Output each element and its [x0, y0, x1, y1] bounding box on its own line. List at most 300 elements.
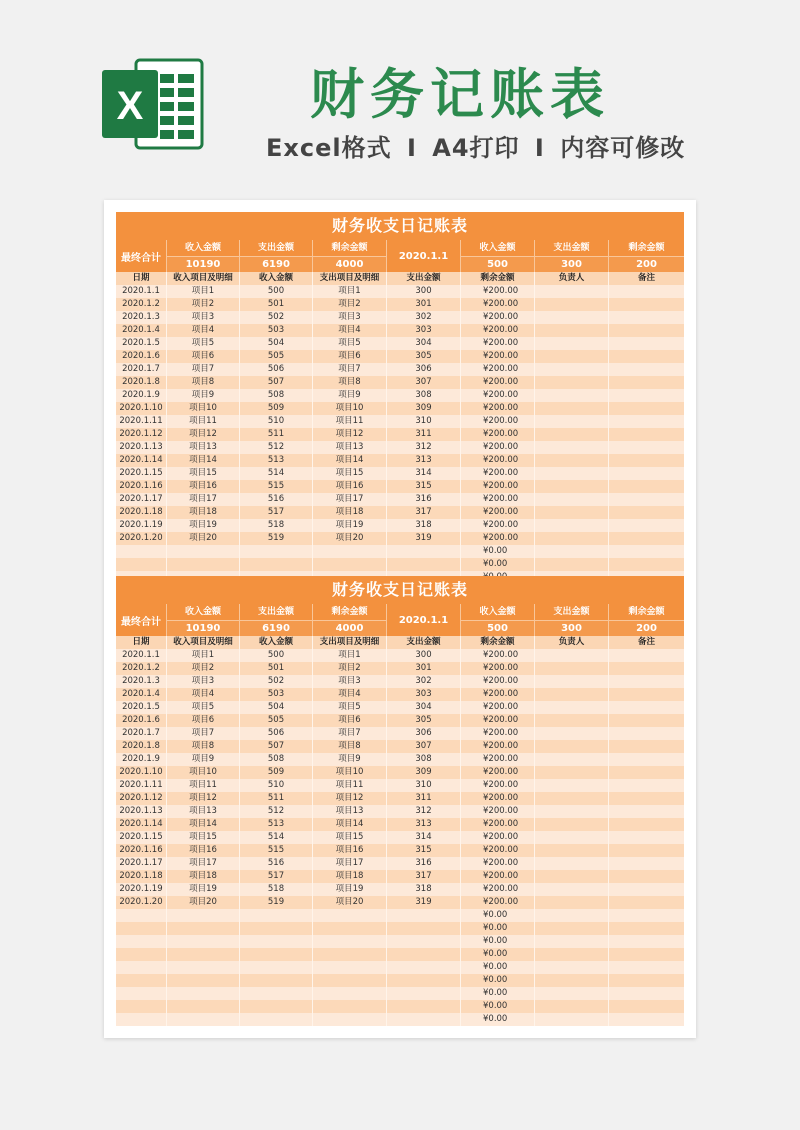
table-cell[interactable]: 2020.1.11	[116, 415, 167, 428]
table-cell[interactable]	[609, 389, 684, 402]
table-cell[interactable]: ¥200.00	[461, 363, 535, 376]
table-cell[interactable]	[535, 506, 609, 519]
table-cell[interactable]	[609, 675, 684, 688]
table-cell[interactable]: ¥200.00	[461, 714, 535, 727]
column-header[interactable]: 负责人	[535, 272, 609, 285]
table-cell[interactable]: ¥200.00	[461, 844, 535, 857]
table-cell[interactable]: 项目19	[313, 519, 387, 532]
table-cell[interactable]	[387, 1000, 461, 1013]
table-cell[interactable]	[609, 831, 684, 844]
table-cell[interactable]	[535, 415, 609, 428]
table-cell[interactable]: 2020.1.8	[116, 376, 167, 389]
table-cell[interactable]: 308	[387, 389, 461, 402]
table-cell[interactable]: 项目12	[313, 428, 387, 441]
table-cell[interactable]: 项目6	[167, 714, 240, 727]
table-cell[interactable]: 516	[240, 493, 313, 506]
table-cell[interactable]	[535, 337, 609, 350]
table-cell[interactable]	[240, 974, 313, 987]
table-cell[interactable]	[609, 935, 684, 948]
table-cell[interactable]	[313, 935, 387, 948]
table-cell[interactable]	[387, 909, 461, 922]
table-cell[interactable]: 515	[240, 844, 313, 857]
table-cell[interactable]	[535, 831, 609, 844]
table-cell[interactable]	[535, 818, 609, 831]
table-cell[interactable]: 项目6	[313, 350, 387, 363]
table-cell[interactable]: 2020.1.11	[116, 779, 167, 792]
table-cell[interactable]	[116, 961, 167, 974]
table-cell[interactable]: 507	[240, 740, 313, 753]
table-cell[interactable]	[535, 532, 609, 545]
table-cell[interactable]: 517	[240, 870, 313, 883]
table-cell[interactable]: 511	[240, 428, 313, 441]
table-cell[interactable]: 319	[387, 532, 461, 545]
table-cell[interactable]: 305	[387, 714, 461, 727]
table-cell[interactable]: 项目18	[313, 870, 387, 883]
table-cell[interactable]	[387, 545, 461, 558]
table-cell[interactable]: 项目11	[313, 779, 387, 792]
table-cell[interactable]	[535, 467, 609, 480]
table-cell[interactable]: 504	[240, 337, 313, 350]
day-expense-cell[interactable]	[535, 240, 609, 272]
table-cell[interactable]: 项目9	[313, 753, 387, 766]
table-cell[interactable]	[609, 857, 684, 870]
column-header[interactable]: 收入金额	[240, 636, 313, 649]
table-cell[interactable]	[609, 766, 684, 779]
table-cell[interactable]	[609, 740, 684, 753]
table-cell[interactable]: 项目4	[167, 324, 240, 337]
table-cell[interactable]	[313, 558, 387, 571]
table-cell[interactable]	[535, 740, 609, 753]
table-cell[interactable]: 310	[387, 779, 461, 792]
table-cell[interactable]: 516	[240, 857, 313, 870]
table-cell[interactable]	[535, 779, 609, 792]
table-cell[interactable]: 2020.1.5	[116, 701, 167, 714]
table-cell[interactable]: 506	[240, 727, 313, 740]
table-cell[interactable]: 305	[387, 350, 461, 363]
table-cell[interactable]	[116, 909, 167, 922]
table-cell[interactable]	[387, 935, 461, 948]
table-cell[interactable]: 项目6	[167, 350, 240, 363]
table-cell[interactable]: ¥200.00	[461, 688, 535, 701]
table-cell[interactable]	[535, 844, 609, 857]
table-cell[interactable]	[535, 350, 609, 363]
table-cell[interactable]: 2020.1.16	[116, 844, 167, 857]
table-cell[interactable]	[313, 922, 387, 935]
table-cell[interactable]: 312	[387, 441, 461, 454]
table-cell[interactable]: 2020.1.1	[116, 649, 167, 662]
table-cell[interactable]: 项目19	[167, 519, 240, 532]
table-cell[interactable]	[609, 961, 684, 974]
table-cell[interactable]: 项目13	[167, 805, 240, 818]
table-cell[interactable]: 项目3	[313, 311, 387, 324]
table-cell[interactable]: 2020.1.18	[116, 870, 167, 883]
table-cell[interactable]: ¥200.00	[461, 441, 535, 454]
table-cell[interactable]: 510	[240, 779, 313, 792]
table-cell[interactable]: 505	[240, 350, 313, 363]
table-cell[interactable]: 2020.1.4	[116, 688, 167, 701]
table-cell[interactable]: 项目12	[167, 428, 240, 441]
table-cell[interactable]	[313, 961, 387, 974]
table-cell[interactable]: 2020.1.5	[116, 337, 167, 350]
table-cell[interactable]: 519	[240, 532, 313, 545]
table-cell[interactable]	[535, 896, 609, 909]
table-cell[interactable]	[535, 1000, 609, 1013]
table-cell[interactable]	[609, 701, 684, 714]
table-cell[interactable]	[116, 1000, 167, 1013]
table-cell[interactable]: 2020.1.15	[116, 831, 167, 844]
table-cell[interactable]: 2020.1.13	[116, 805, 167, 818]
table-cell[interactable]	[313, 974, 387, 987]
table-cell[interactable]: 项目2	[167, 662, 240, 675]
table-cell[interactable]: ¥200.00	[461, 896, 535, 909]
table-cell[interactable]: ¥0.00	[461, 961, 535, 974]
table-cell[interactable]: 500	[240, 285, 313, 298]
table-cell[interactable]: 300	[387, 285, 461, 298]
table-cell[interactable]: 2020.1.3	[116, 311, 167, 324]
table-cell[interactable]	[535, 753, 609, 766]
table-cell[interactable]	[535, 324, 609, 337]
table-cell[interactable]: ¥200.00	[461, 467, 535, 480]
table-cell[interactable]: 2020.1.17	[116, 857, 167, 870]
table-cell[interactable]	[535, 545, 609, 558]
table-cell[interactable]: 515	[240, 480, 313, 493]
table-cell[interactable]: 311	[387, 428, 461, 441]
table-cell[interactable]: 项目1	[313, 649, 387, 662]
table-cell[interactable]	[535, 311, 609, 324]
table-cell[interactable]	[535, 480, 609, 493]
table-cell[interactable]	[535, 363, 609, 376]
table-cell[interactable]	[535, 428, 609, 441]
table-cell[interactable]: 501	[240, 298, 313, 311]
table-cell[interactable]: 项目1	[167, 649, 240, 662]
table-cell[interactable]	[609, 402, 684, 415]
table-cell[interactable]	[609, 285, 684, 298]
table-cell[interactable]	[167, 1000, 240, 1013]
table-cell[interactable]: ¥0.00	[461, 909, 535, 922]
table-cell[interactable]: 项目5	[313, 701, 387, 714]
table-cell[interactable]: 318	[387, 519, 461, 532]
table-cell[interactable]: 项目17	[167, 493, 240, 506]
table-cell[interactable]	[535, 649, 609, 662]
table-cell[interactable]: 2020.1.16	[116, 480, 167, 493]
table-cell[interactable]	[609, 909, 684, 922]
table-cell[interactable]	[535, 857, 609, 870]
table-cell[interactable]: 项目3	[167, 675, 240, 688]
table-cell[interactable]	[535, 974, 609, 987]
column-header[interactable]: 备注	[637, 273, 655, 283]
table-cell[interactable]	[609, 870, 684, 883]
table-cell[interactable]	[313, 1000, 387, 1013]
table-cell[interactable]	[535, 766, 609, 779]
column-header[interactable]: 收入金额	[240, 272, 313, 285]
table-cell[interactable]: ¥200.00	[461, 740, 535, 753]
table-cell[interactable]: 2020.1.9	[116, 753, 167, 766]
table-cell[interactable]: 318	[387, 883, 461, 896]
column-header[interactable]: 日期	[116, 272, 167, 285]
table-cell[interactable]: 517	[240, 506, 313, 519]
table-cell[interactable]: 2020.1.4	[116, 324, 167, 337]
table-cell[interactable]: 504	[240, 701, 313, 714]
table-cell[interactable]: 项目3	[313, 675, 387, 688]
table-cell[interactable]: 项目7	[313, 727, 387, 740]
table-cell[interactable]: 项目20	[313, 896, 387, 909]
table-cell[interactable]: 2020.1.20	[116, 896, 167, 909]
table-cell[interactable]: ¥200.00	[461, 350, 535, 363]
table-cell[interactable]: ¥200.00	[461, 701, 535, 714]
table-cell[interactable]: 项目9	[313, 389, 387, 402]
table-cell[interactable]	[313, 948, 387, 961]
table-cell[interactable]: 项目12	[167, 792, 240, 805]
table-cell[interactable]: 2020.1.6	[116, 350, 167, 363]
table-cell[interactable]	[535, 675, 609, 688]
table-cell[interactable]: ¥200.00	[461, 805, 535, 818]
table-cell[interactable]: 项目10	[167, 766, 240, 779]
table-cell[interactable]: 项目19	[167, 883, 240, 896]
table-cell[interactable]: 项目20	[313, 532, 387, 545]
table-cell[interactable]	[609, 324, 684, 337]
table-cell[interactable]	[240, 558, 313, 571]
table-cell[interactable]: 514	[240, 831, 313, 844]
table-cell[interactable]	[609, 311, 684, 324]
table-cell[interactable]: 508	[240, 753, 313, 766]
table-cell[interactable]	[240, 922, 313, 935]
table-cell[interactable]: 306	[387, 727, 461, 740]
table-cell[interactable]	[387, 974, 461, 987]
table-cell[interactable]: 308	[387, 753, 461, 766]
table-cell[interactable]	[609, 896, 684, 909]
table-cell[interactable]	[609, 298, 684, 311]
table-cell[interactable]	[609, 493, 684, 506]
table-cell[interactable]	[609, 974, 684, 987]
table-cell[interactable]	[313, 987, 387, 1000]
table-cell[interactable]: 304	[387, 701, 461, 714]
table-cell[interactable]	[609, 805, 684, 818]
table-cell[interactable]: ¥200.00	[461, 870, 535, 883]
table-cell[interactable]: ¥0.00	[461, 948, 535, 961]
table-cell[interactable]: 项目13	[167, 441, 240, 454]
table-cell[interactable]: 项目17	[167, 857, 240, 870]
table-cell[interactable]: 项目15	[313, 831, 387, 844]
table-cell[interactable]	[609, 649, 684, 662]
table-cell[interactable]: 302	[387, 675, 461, 688]
table-cell[interactable]: ¥200.00	[461, 675, 535, 688]
table-cell[interactable]: 项目7	[167, 363, 240, 376]
table-cell[interactable]: 511	[240, 792, 313, 805]
table-cell[interactable]: 2020.1.1	[116, 285, 167, 298]
column-header[interactable]: 日期	[116, 636, 167, 649]
table-cell[interactable]: 503	[240, 688, 313, 701]
table-cell[interactable]: ¥200.00	[461, 298, 535, 311]
table-cell[interactable]: 2020.1.19	[116, 883, 167, 896]
table-cell[interactable]: 306	[387, 363, 461, 376]
table-cell[interactable]: 2020.1.2	[116, 662, 167, 675]
table-cell[interactable]: 312	[387, 805, 461, 818]
table-cell[interactable]: 307	[387, 740, 461, 753]
table-cell[interactable]: 301	[387, 662, 461, 675]
table-cell[interactable]	[535, 402, 609, 415]
table-cell[interactable]	[535, 376, 609, 389]
table-cell[interactable]: 项目16	[167, 844, 240, 857]
table-cell[interactable]: ¥0.00	[461, 1013, 535, 1026]
table-cell[interactable]: 2020.1.13	[116, 441, 167, 454]
table-cell[interactable]: 项目5	[313, 337, 387, 350]
table-cell[interactable]: ¥200.00	[461, 792, 535, 805]
table-cell[interactable]: ¥0.00	[461, 987, 535, 1000]
table-cell[interactable]: 项目8	[167, 376, 240, 389]
table-cell[interactable]	[313, 1013, 387, 1026]
table-cell[interactable]	[609, 948, 684, 961]
summary-date[interactable]: 2020.1.1	[387, 604, 461, 636]
table-cell[interactable]: ¥200.00	[461, 285, 535, 298]
table-cell[interactable]: 301	[387, 298, 461, 311]
table-cell[interactable]	[240, 1000, 313, 1013]
table-cell[interactable]	[609, 506, 684, 519]
table-cell[interactable]: 2020.1.14	[116, 818, 167, 831]
table-cell[interactable]: 项目2	[167, 298, 240, 311]
table-cell[interactable]: 2020.1.17	[116, 493, 167, 506]
table-cell[interactable]: ¥200.00	[461, 818, 535, 831]
table-cell[interactable]	[609, 753, 684, 766]
table-cell[interactable]	[609, 519, 684, 532]
table-cell[interactable]	[535, 662, 609, 675]
table-cell[interactable]: 510	[240, 415, 313, 428]
table-cell[interactable]	[387, 961, 461, 974]
table-cell[interactable]: 316	[387, 493, 461, 506]
table-cell[interactable]: 309	[387, 766, 461, 779]
table-cell[interactable]: 项目20	[167, 896, 240, 909]
table-cell[interactable]	[609, 662, 684, 675]
table-cell[interactable]: 311	[387, 792, 461, 805]
table-cell[interactable]: 项目9	[167, 753, 240, 766]
table-cell[interactable]	[609, 363, 684, 376]
table-cell[interactable]: 512	[240, 441, 313, 454]
table-cell[interactable]	[116, 1013, 167, 1026]
table-cell[interactable]	[535, 792, 609, 805]
total-balance-cell[interactable]	[313, 240, 387, 272]
table-cell[interactable]	[167, 974, 240, 987]
table-cell[interactable]: 2020.1.9	[116, 389, 167, 402]
table-cell[interactable]: 514	[240, 467, 313, 480]
table-cell[interactable]	[387, 1013, 461, 1026]
table-cell[interactable]: ¥200.00	[461, 883, 535, 896]
table-cell[interactable]: 509	[240, 402, 313, 415]
table-cell[interactable]: 2020.1.12	[116, 792, 167, 805]
table-cell[interactable]	[535, 727, 609, 740]
table-cell[interactable]	[167, 1013, 240, 1026]
table-cell[interactable]: 500	[240, 649, 313, 662]
table-cell[interactable]: 项目20	[167, 532, 240, 545]
table-cell[interactable]: 303	[387, 688, 461, 701]
table-cell[interactable]: ¥200.00	[461, 311, 535, 324]
table-cell[interactable]: 项目14	[167, 454, 240, 467]
day-income-cell[interactable]	[461, 604, 535, 636]
table-cell[interactable]	[167, 909, 240, 922]
table-cell[interactable]	[609, 1013, 684, 1026]
table-cell[interactable]: 2020.1.19	[116, 519, 167, 532]
table-cell[interactable]: 317	[387, 870, 461, 883]
table-cell[interactable]: 项目7	[313, 363, 387, 376]
table-cell[interactable]	[387, 987, 461, 1000]
table-cell[interactable]: ¥200.00	[461, 480, 535, 493]
table-cell[interactable]	[116, 935, 167, 948]
table-cell[interactable]	[167, 987, 240, 1000]
column-header[interactable]: 收入项目及明细	[167, 272, 240, 285]
table-cell[interactable]: 项目8	[167, 740, 240, 753]
table-cell[interactable]	[167, 558, 240, 571]
column-header[interactable]: 支出项目及明细	[313, 636, 387, 649]
table-cell[interactable]: 项目17	[313, 493, 387, 506]
table-cell[interactable]: 项目18	[167, 506, 240, 519]
table-cell[interactable]	[167, 545, 240, 558]
table-cell[interactable]: 项目5	[167, 701, 240, 714]
table-cell[interactable]	[167, 922, 240, 935]
table-cell[interactable]	[167, 961, 240, 974]
table-cell[interactable]	[240, 909, 313, 922]
table-cell[interactable]	[535, 519, 609, 532]
table-cell[interactable]: 513	[240, 818, 313, 831]
table-cell[interactable]	[116, 922, 167, 935]
table-cell[interactable]: ¥200.00	[461, 532, 535, 545]
table-cell[interactable]: 项目1	[167, 285, 240, 298]
table-cell[interactable]: 项目4	[313, 688, 387, 701]
summary-date[interactable]: 2020.1.1	[387, 240, 461, 272]
table-cell[interactable]: 项目15	[313, 467, 387, 480]
table-cell[interactable]: 2020.1.10	[116, 766, 167, 779]
table-cell[interactable]: 316	[387, 857, 461, 870]
table-cell[interactable]: 314	[387, 831, 461, 844]
table-cell[interactable]: 项目1	[313, 285, 387, 298]
table-cell[interactable]: 2020.1.14	[116, 454, 167, 467]
table-cell[interactable]: ¥200.00	[461, 376, 535, 389]
table-cell[interactable]: 506	[240, 363, 313, 376]
table-cell[interactable]	[240, 961, 313, 974]
table-cell[interactable]: 2020.1.15	[116, 467, 167, 480]
table-cell[interactable]: ¥200.00	[461, 753, 535, 766]
total-expense-cell[interactable]	[240, 240, 313, 272]
table-cell[interactable]: 313	[387, 818, 461, 831]
table-cell[interactable]	[313, 909, 387, 922]
table-cell[interactable]	[535, 909, 609, 922]
table-cell[interactable]: 项目14	[167, 818, 240, 831]
table-cell[interactable]	[167, 948, 240, 961]
table-cell[interactable]: 项目3	[167, 311, 240, 324]
table-cell[interactable]: ¥0.00	[461, 935, 535, 948]
table-cell[interactable]: 2020.1.3	[116, 675, 167, 688]
table-cell[interactable]: ¥200.00	[461, 831, 535, 844]
table-cell[interactable]: ¥200.00	[461, 415, 535, 428]
table-cell[interactable]: 项目4	[167, 688, 240, 701]
table-cell[interactable]: 项目18	[313, 506, 387, 519]
table-cell[interactable]	[609, 844, 684, 857]
table-cell[interactable]	[609, 922, 684, 935]
table-cell[interactable]	[535, 948, 609, 961]
table-cell[interactable]	[609, 818, 684, 831]
table-cell[interactable]	[609, 454, 684, 467]
total-expense-cell[interactable]	[240, 604, 313, 636]
table-cell[interactable]: 项目5	[167, 337, 240, 350]
table-cell[interactable]: 项目12	[313, 792, 387, 805]
table-cell[interactable]: 项目11	[167, 415, 240, 428]
table-cell[interactable]: 项目13	[313, 805, 387, 818]
table-cell[interactable]: 2020.1.2	[116, 298, 167, 311]
day-balance-cell[interactable]	[609, 240, 684, 272]
table-cell[interactable]: 509	[240, 766, 313, 779]
table-cell[interactable]: ¥0.00	[461, 922, 535, 935]
table-cell[interactable]: ¥200.00	[461, 766, 535, 779]
table-cell[interactable]: ¥200.00	[461, 662, 535, 675]
column-header[interactable]: 支出金额	[387, 272, 461, 285]
table-cell[interactable]: ¥200.00	[461, 324, 535, 337]
